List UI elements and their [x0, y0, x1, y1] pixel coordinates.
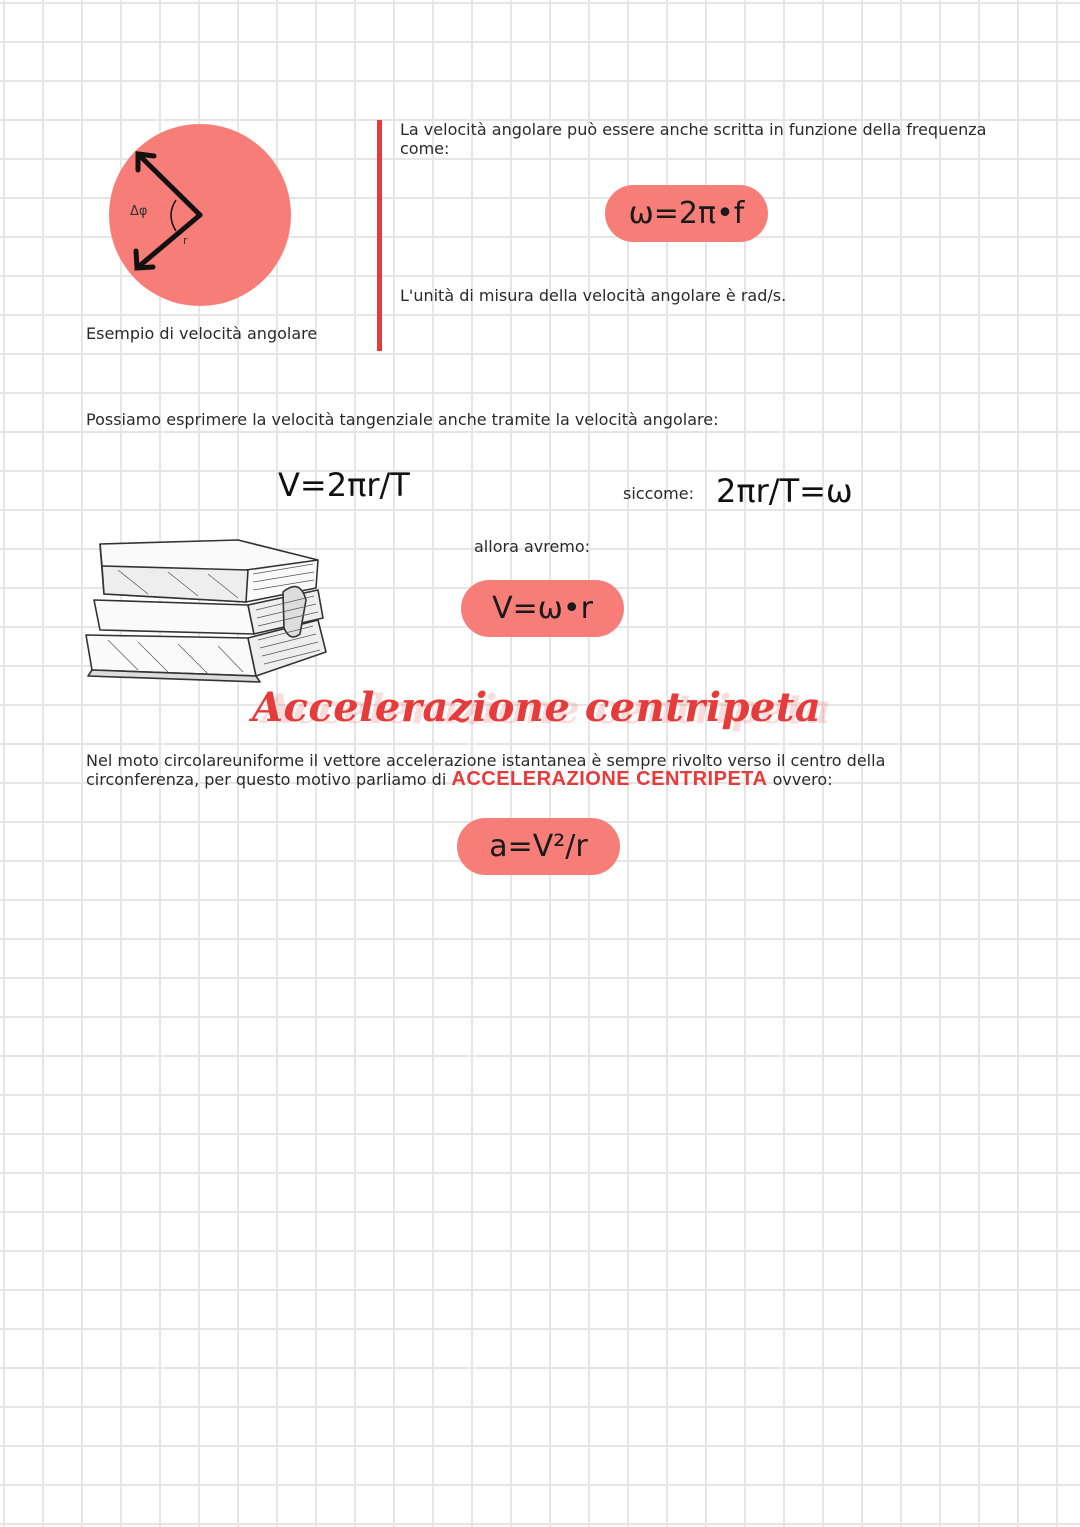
books-illustration	[78, 530, 333, 690]
radius-label: r	[183, 234, 188, 247]
centripetal-formula: a=V²/r	[457, 818, 620, 875]
angle-label: Δφ	[130, 204, 148, 219]
centripetal-paragraph	[86, 751, 986, 789]
tangential-result-formula: V=ω•r	[461, 580, 624, 637]
since-label: siccome:	[623, 484, 694, 503]
section-title: Accelerazione centripeta	[252, 684, 822, 731]
omega-definition: 2πr/T=ω	[716, 472, 853, 510]
diagram-caption: Esempio di velocità angolare	[86, 324, 318, 343]
then-label: allora avremo:	[474, 537, 591, 556]
intro-text: La velocità angolare può essere anche scritta in funzione della frequenza come:	[400, 120, 987, 158]
vertical-divider	[377, 120, 382, 351]
centripetal-text-after: ovvero:	[772, 770, 833, 789]
centripetal-text: Nel moto circolareuniforme il vettore accelerazione istantanea è sempre rivolto verso il centro della circonferenza, per questo motivo parliamo di	[86, 751, 886, 789]
tangential-formula: V=2πr/T	[278, 466, 410, 504]
centripetal-highlight: ACCELERAZIONE CENTRIPETA	[451, 768, 768, 790]
angular-frequency-formula: ω=2π•f	[605, 185, 768, 242]
unit-text: L'unità di misura della velocità angolare è rad/s.	[400, 286, 787, 305]
tangential-text: Possiamo esprimere la velocità tangenziale anche tramite la velocità angolare:	[86, 410, 719, 429]
